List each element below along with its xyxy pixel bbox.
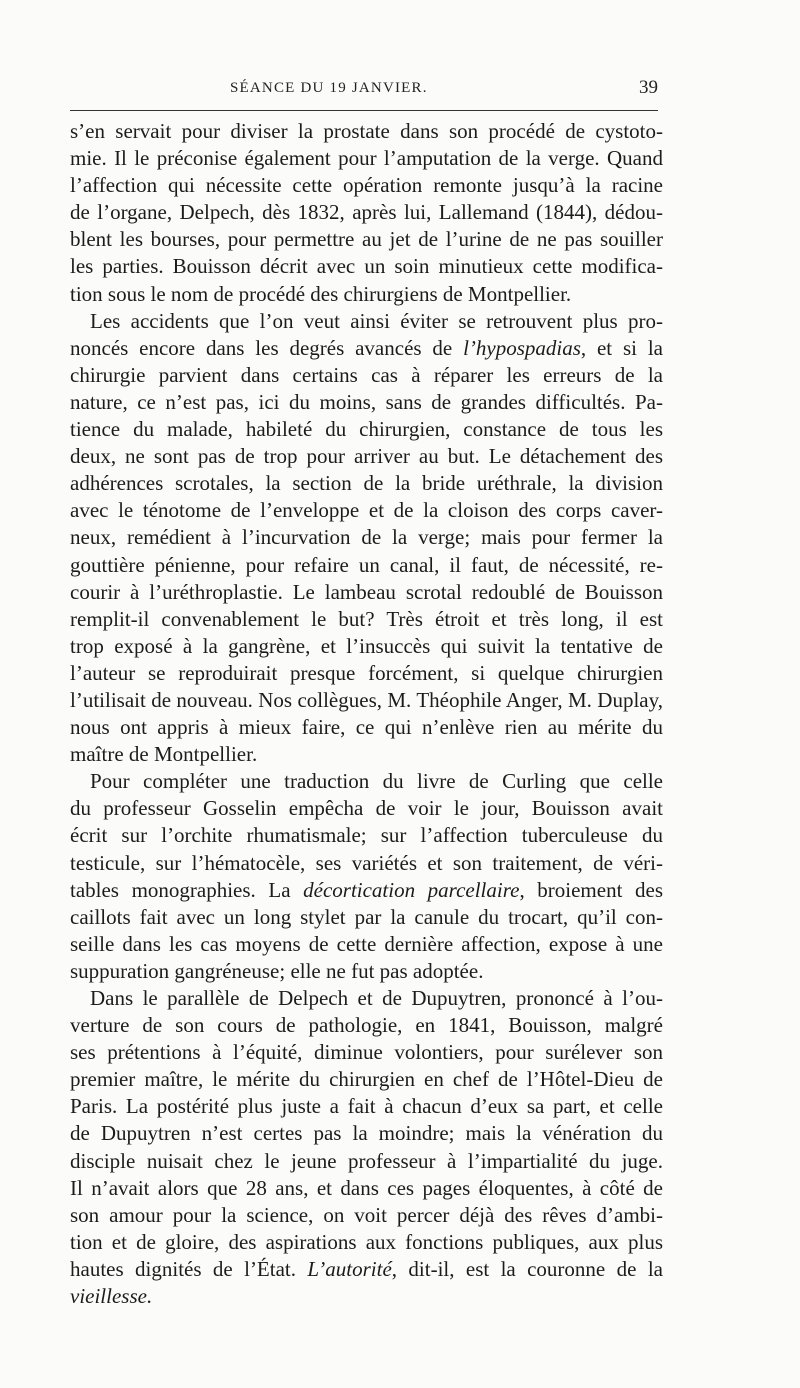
text-line: écrit sur l’orchite rhumatismale; sur l’affection tuberculeuse du: [70, 823, 663, 848]
text-line: l’affection qui nécessite cette opération remonte jusqu’à la racine: [70, 173, 663, 198]
text-line: nature, ce n’est pas, ici du moins, sans de grandes difficultés. Pa-: [70, 389, 663, 414]
text-line: seille dans les cas moyens de cette dernière affection, expose à une: [70, 931, 663, 956]
body-text: [70, 118, 663, 1310]
text-line: l’utilisait de nouveau. Nos collègues, M. Théophile Anger, M. Duplay,: [70, 687, 663, 712]
text-line: l’auteur se reproduirait presque forcément, si quelque chirurgien: [70, 660, 663, 685]
italic-term: L’autorité: [307, 1256, 392, 1281]
italic-term: vieillesse.: [70, 1284, 153, 1309]
header-rule: [70, 110, 658, 111]
text-line: [70, 1283, 663, 1310]
text-line: premier maître, le mérite du chirurgien en chef de l’Hôtel-Dieu de: [70, 1067, 663, 1092]
italic-term: l’hypospadias: [463, 335, 581, 360]
text-line: son amour pour la science, on voit percer déjà des rêves d’ambi-: [70, 1202, 663, 1227]
running-title: SÉANCE DU 19 JANVIER.: [230, 80, 428, 96]
page-number: 39: [639, 77, 658, 98]
text-line: Les accidents que l’on veut ainsi éviter se retrouvent plus pro-: [90, 308, 663, 333]
text-line: caillots fait avec un long stylet par la canule du trocart, qu’il con-: [70, 904, 663, 929]
text-line: testicule, sur l’hématocèle, ses variétés et son traitement, de véri-: [70, 850, 663, 875]
text-line: de Dupuytren n’est certes pas la moindre; mais la vénération du: [70, 1121, 663, 1146]
text-line: les parties. Bouisson décrit avec un soin minutieux cette modifica-: [70, 254, 663, 279]
text-line: Dans le parallèle de Delpech et de Dupuytren, prononcé à l’ou-: [90, 986, 663, 1010]
text-line: Il n’avait alors que 28 ans, et dans ces pages éloquentes, à côté de: [70, 1175, 663, 1200]
text-line: mie. Il le préconise également pour l’amputation de la verge. Quand: [70, 146, 663, 171]
text-line: courir à l’uréthroplastie. Le lambeau scrotal redoublé de Bouisson: [70, 579, 663, 604]
paragraph: [70, 308, 663, 769]
text-line: adhérences scrotales, la section de la bride uréthrale, la division: [70, 471, 663, 496]
text-line: noncés encore dans les degrés avancés de l’hypospadias, et si la: [70, 335, 663, 360]
text-line: deux, ne sont pas de trop pour arriver au but. Le détachement des: [70, 444, 663, 469]
text-line: blent les bourses, pour permettre au jet de l’urine de ne pas souiller: [70, 227, 663, 252]
text-line: de l’organe, Delpech, dès 1832, après lui, Lallemand (1844), dédou-: [70, 200, 663, 225]
text-line: Pour compléter une traduction du livre de Curling que celle: [90, 769, 663, 794]
paragraph: [70, 985, 663, 1310]
page-header: [70, 76, 658, 100]
text-line: tion sous le nom de procédé des chirurgiens de Montpellier.: [70, 281, 572, 306]
text-line: s’en servait pour diviser la prostate dans son procédé de cystoto-: [70, 119, 663, 143]
text-line: hautes dignités de l’État. L’autorité, dit-il, est la couronne de la: [70, 1256, 663, 1281]
text-line: disciple nuisait chez le jeune professeur à l’impartialité du juge.: [70, 1148, 663, 1173]
paragraph: [70, 768, 663, 985]
text-line: du professeur Gosselin empêcha de voir le jour, Bouisson avait: [70, 796, 663, 821]
text-line: neux, remédient à l’incurvation de la verge; mais pour fermer la: [70, 525, 663, 550]
text-line: avec le ténotome de l’enveloppe et de la cloison des corps caver-: [70, 498, 663, 523]
text-line: suppuration gangréneuse; elle ne fut pas adoptée.: [70, 958, 484, 983]
italic-term: décortication parcellaire: [303, 877, 520, 902]
paragraph: [70, 118, 663, 308]
text-line: Paris. La postérité plus juste a fait à chacun d’eux sa part, et celle: [70, 1094, 663, 1119]
text-line: ses prétentions à l’équité, diminue volontiers, pour surélever son: [70, 1040, 663, 1065]
text-line: nous ont appris à mieux faire, ce qui n’enlève rien au mérite du: [70, 715, 663, 740]
text-line: trop exposé à la gangrène, et l’insuccès qui suivit la tentative de: [70, 633, 663, 658]
text-line: tion et de gloire, des aspirations aux fonctions publiques, aux plus: [70, 1229, 663, 1254]
text-line: remplit-il convenablement le but? Très étroit et très long, il est: [70, 606, 663, 631]
text-line: verture de son cours de pathologie, en 1841, Bouisson, malgré: [70, 1013, 663, 1038]
text-line: tables monographies. La décortication parcellaire, broiement des: [70, 877, 663, 902]
text-line: gouttière pénienne, pour refaire un canal, il faut, de nécessité, re-: [70, 552, 663, 577]
text-line: tience du malade, habileté du chirurgien, constance de tous les: [70, 417, 663, 442]
text-line: chirurgie parvient dans certains cas à réparer les erreurs de la: [70, 362, 663, 387]
text-line: maître de Montpellier.: [70, 742, 258, 767]
